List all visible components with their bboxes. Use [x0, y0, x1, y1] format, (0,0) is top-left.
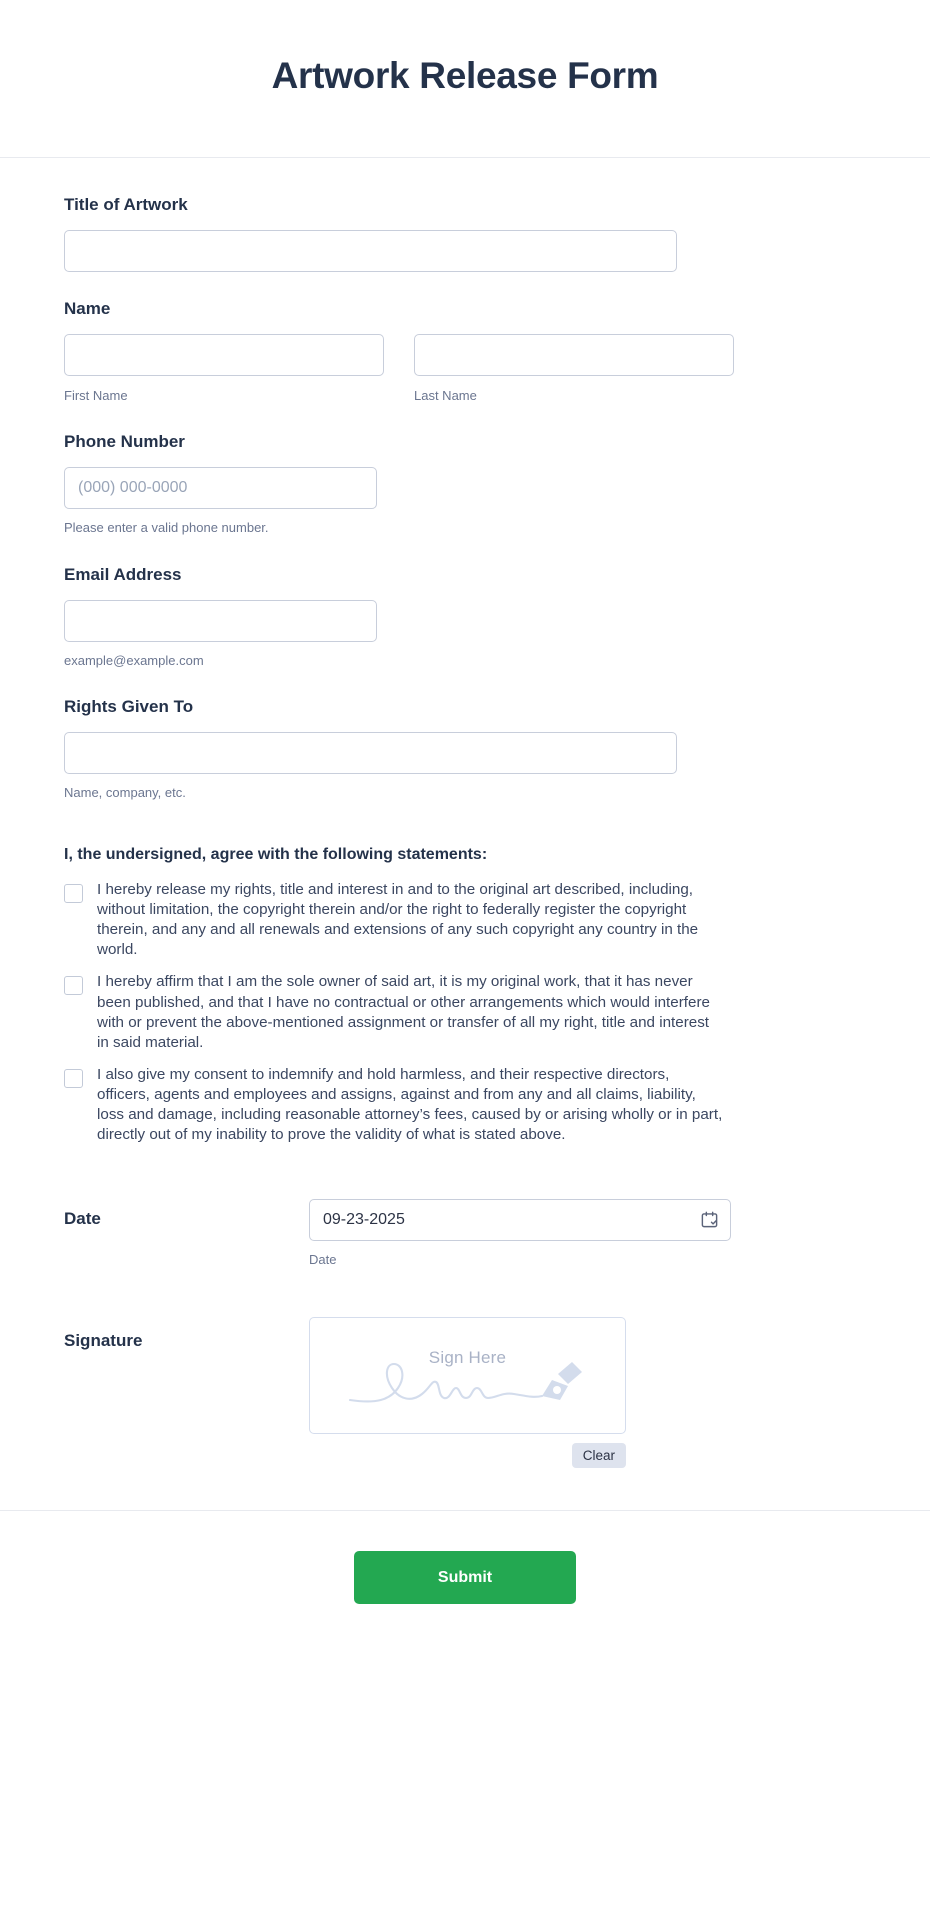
email-address-input[interactable]	[64, 600, 377, 642]
email-address-label: Email Address	[64, 564, 182, 584]
rights-given-to-input[interactable]	[64, 732, 677, 774]
name-label: Name	[64, 299, 111, 319]
field-title-of-artwork	[64, 194, 866, 272]
first-name-input[interactable]	[64, 334, 384, 376]
field-email-address	[64, 564, 866, 670]
last-name-hint: Last Name	[414, 388, 477, 404]
date-hint: Date	[309, 1251, 337, 1267]
name-first-col	[64, 334, 384, 405]
calendar-icon[interactable]	[700, 1210, 719, 1229]
statements-heading: I, the undersigned, agree with the following statements:	[64, 846, 488, 864]
field-rights-given-to	[64, 696, 866, 802]
submit-button[interactable]: Submit	[354, 1551, 576, 1604]
field-phone-number	[64, 431, 866, 537]
date-input[interactable]	[309, 1199, 731, 1241]
form-header	[0, 0, 930, 158]
rights-given-to-label: Rights Given To	[64, 696, 194, 716]
pen-nib-icon	[346, 1344, 591, 1414]
title-of-artwork-input[interactable]	[64, 230, 677, 272]
statement-text-2: I hereby affirm that I am the sole owner of said art, it is my original work, that it has never been published, and that I have no contractual or other arrangements which would interfere with or prevent the above-mentioned assignment or transfer of all my right, title and interest in said material.	[97, 973, 710, 1051]
rights-given-to-hint: Name, company, etc.	[64, 785, 186, 801]
name-last-col	[414, 334, 734, 405]
field-signature	[64, 1317, 866, 1468]
date-field-wrap	[309, 1199, 731, 1269]
phone-number-label: Phone Number	[64, 432, 185, 452]
statement-checkbox-3[interactable]	[64, 1069, 83, 1088]
clear-signature-button[interactable]: Clear	[572, 1443, 626, 1468]
signature-pad[interactable]	[309, 1317, 626, 1434]
statement-row[interactable]	[64, 1065, 866, 1145]
statement-text-1: I hereby release my rights, title and interest in and to the original art described, including, without limitation, the copyright therein and/or the right to federally register the copyright therein, and any and all renewals and extensions of any such copyright any country in the world.	[97, 881, 699, 959]
statement-text-3: I also give my consent to indemnify and hold harmless, and their respective directors, officers, agents and employees and assigns, against and from any and all claims, liability, loss and damage, including reasonable attorney’s fees, caused by or arising wholly or in part, directly out of my inability to prove the validity of what is stated above.	[97, 1065, 723, 1143]
phone-number-hint: Please enter a valid phone number.	[64, 520, 269, 536]
statement-row[interactable]	[64, 880, 866, 960]
date-label: Date	[64, 1208, 101, 1228]
title-of-artwork-label: Title of Artwork	[64, 195, 188, 214]
last-name-input[interactable]	[414, 334, 734, 376]
signature-label: Signature	[64, 1331, 143, 1351]
field-date	[64, 1199, 866, 1269]
name-row	[64, 334, 866, 405]
field-name	[64, 298, 866, 405]
statement-checkbox-2[interactable]	[64, 976, 83, 995]
signature-placeholder: Sign Here	[428, 1348, 507, 1368]
date-input-shell	[309, 1199, 731, 1241]
form-body	[0, 158, 930, 1468]
statement-checkbox-1[interactable]	[64, 884, 83, 903]
form-footer	[0, 1510, 930, 1652]
email-address-hint: example@example.com	[64, 652, 204, 668]
first-name-hint: First Name	[64, 388, 128, 404]
page-title: Artwork Release Form	[271, 54, 659, 96]
signature-right	[309, 1317, 731, 1468]
statement-row[interactable]	[64, 972, 866, 1052]
clear-button-row	[309, 1443, 626, 1468]
phone-number-input[interactable]	[64, 467, 377, 509]
